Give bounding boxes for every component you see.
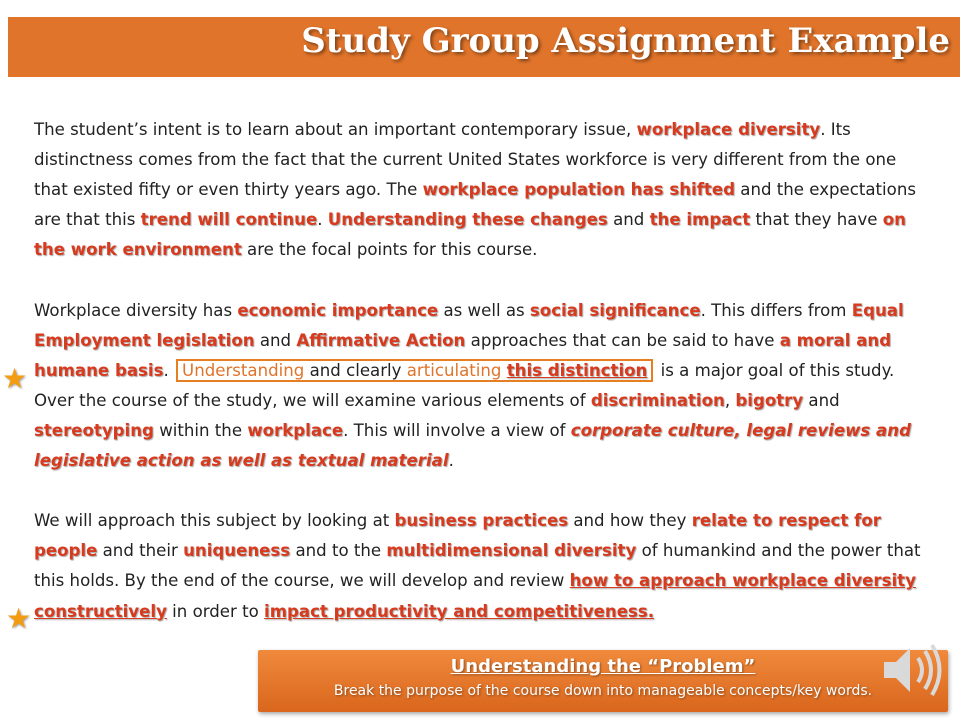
paragraph-approach bbox=[34, 506, 934, 626]
paragraph-intent bbox=[34, 115, 934, 265]
body-text-segment: that they have bbox=[750, 210, 883, 230]
body-text-segment: Workplace diversity has bbox=[34, 300, 238, 320]
body-text-segment: . bbox=[317, 210, 328, 230]
body-text-segment: . bbox=[163, 360, 175, 380]
body-text-segment: and bbox=[254, 330, 297, 350]
key-term: trend will continue bbox=[140, 210, 318, 230]
body-text-segment: and to the bbox=[290, 541, 387, 561]
speaker-icon[interactable] bbox=[880, 640, 946, 700]
key-term: stereotyping bbox=[34, 420, 154, 440]
body-text-segment: . bbox=[448, 451, 454, 471]
key-term: Equal Employment legislation bbox=[34, 300, 904, 350]
body-text-segment: . Its distinctness comes from the fact that the current United States workforce is very different from the one that existed fifty or even thirty years ago. The bbox=[34, 120, 897, 200]
key-term: social significance bbox=[529, 300, 701, 320]
key-term: discrimination bbox=[590, 390, 725, 410]
body-text-segment: The student’s intent is to learn about an important contemporary issue, bbox=[34, 120, 637, 139]
star-icon: ★ bbox=[6, 602, 32, 635]
key-term: Affirmative Action bbox=[296, 330, 466, 350]
slide-title: Study Group Assignment Example bbox=[301, 21, 950, 61]
paragraph-importance bbox=[34, 296, 934, 477]
key-term: multidimensional diversity bbox=[386, 541, 637, 561]
body-text-segment: and bbox=[607, 210, 650, 230]
title-bar bbox=[8, 17, 960, 77]
key-term: economic importance bbox=[237, 300, 439, 320]
slide-body bbox=[34, 115, 934, 657]
key-term: impact productivity and competitiveness. bbox=[264, 601, 655, 621]
body-text-segment: as well as bbox=[438, 300, 530, 320]
callout-title: Understanding the “Problem” bbox=[450, 656, 756, 677]
body-text-segment: and clearly bbox=[304, 360, 407, 380]
body-text-segment: and bbox=[803, 390, 840, 410]
body-text-segment: , bbox=[724, 390, 736, 410]
body-text-segment: . This will involve a view of bbox=[343, 420, 571, 440]
key-term: corporate culture, legal reviews and legislative action as well as textual material bbox=[34, 420, 911, 471]
emphasis-word: Understanding bbox=[182, 360, 305, 380]
key-term: workplace population has shifted bbox=[422, 180, 735, 200]
key-term: workplace bbox=[247, 420, 344, 440]
key-term: a moral and humane basis bbox=[34, 330, 892, 380]
key-term: Understanding these changes bbox=[327, 210, 608, 230]
emphasis-word: articulating bbox=[406, 360, 502, 380]
callout-box bbox=[258, 650, 948, 712]
body-text-segment: is a major goal of this study. Over the course of the study, we will examine various elements of bbox=[34, 360, 895, 410]
body-text-segment: in order to bbox=[166, 601, 265, 621]
body-text-segment: and how they bbox=[568, 511, 692, 531]
key-term: this distinction bbox=[506, 360, 648, 380]
body-text-segment: and their bbox=[97, 541, 184, 561]
body-text-segment: within the bbox=[153, 420, 248, 440]
key-term: the impact bbox=[649, 210, 751, 230]
body-text-segment: . This differs from bbox=[700, 300, 852, 320]
body-text-segment: and the expectations are that this bbox=[34, 180, 916, 230]
body-text-segment: We will approach this subject by looking at bbox=[34, 511, 395, 531]
key-term: on the work environment bbox=[34, 210, 906, 260]
key-term: business practices bbox=[394, 511, 569, 531]
key-term: relate to respect for people bbox=[34, 511, 881, 561]
key-term: bigotry bbox=[735, 390, 804, 410]
key-term: workplace diversity bbox=[636, 120, 821, 139]
emphasis-box bbox=[176, 359, 653, 382]
speaker-icon-graphic bbox=[880, 640, 946, 700]
body-text-segment: of humankind and the power that this holds. By the end of the course, we will develop and review bbox=[34, 541, 921, 591]
body-text-segment: approaches that can be said to have bbox=[465, 330, 780, 350]
key-term: uniqueness bbox=[183, 541, 291, 561]
body-text-segment: are the focal points for this course. bbox=[241, 240, 538, 260]
callout-subtitle: Break the purpose of the course down into manageable concepts/key words. bbox=[333, 683, 873, 699]
star-icon: ★ bbox=[2, 362, 28, 395]
key-term: how to approach workplace diversity constructively bbox=[34, 571, 916, 621]
